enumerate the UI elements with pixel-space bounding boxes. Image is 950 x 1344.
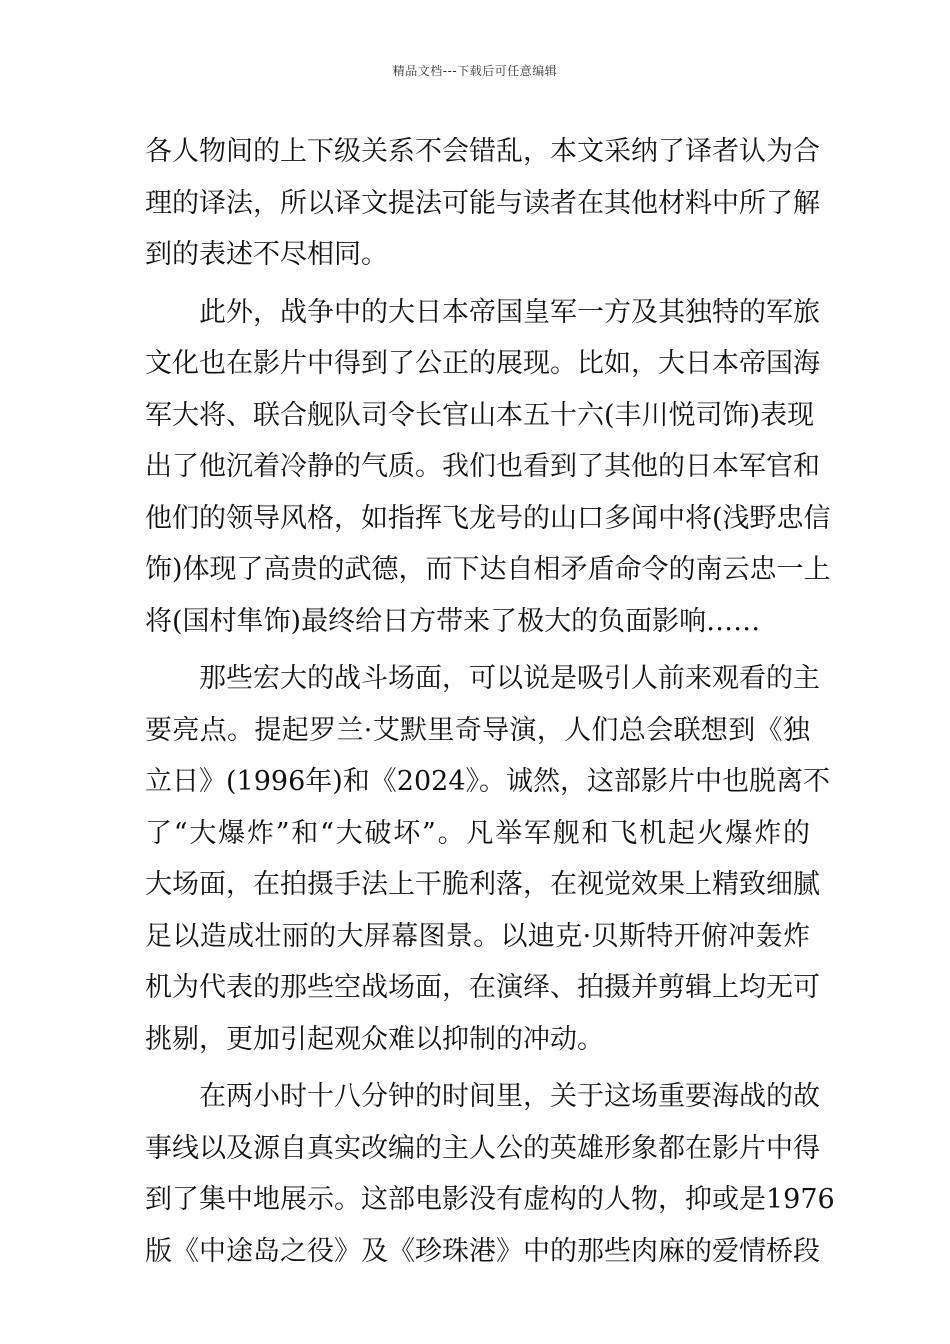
text-line: 了“大爆炸”和“大破坏”。凡举军舰和飞机起火爆炸的 <box>145 817 810 849</box>
text-line: 饰)体现了高贵的武德，而下达自相矛盾命令的南云忠一上 <box>145 554 831 585</box>
text-line: 出了他沉着冷静的气质。我们也看到了其他的日本军官和 <box>145 451 820 482</box>
paragraph <box>145 287 831 648</box>
text-line: 理的译法，所以译文提法可能与读者在其他材料中所了解 <box>145 187 820 219</box>
text-line: 军大将、联合舰队司令长官山本五十六(丰川悦司饰)表现 <box>145 399 815 431</box>
text-line: 足以造成壮丽的大屏幕图景。以迪克·贝斯特开俯冲轰炸 <box>145 920 810 952</box>
paragraph <box>145 126 820 281</box>
text-line: 到的表述不尽相同。 <box>145 239 388 270</box>
text-line: 版《中途岛之役》及《珍珠港》中的那些肉麻的爱情桥段 <box>145 1235 820 1267</box>
text-line: 各人物间的上下级关系不会错乱，本文采纳了译者认为合 <box>145 136 820 167</box>
text-line: 事线以及源自真实改编的主人公的英雄形象都在影片中得 <box>145 1132 820 1164</box>
text-line: 此外，战争中的大日本帝国皇军一方及其独特的军旅 <box>199 296 820 328</box>
paragraph <box>145 1071 835 1277</box>
text-line: 要亮点。提起罗兰·艾默里奇导演，人们总会联想到《独 <box>145 714 810 746</box>
text-line: 将(国村隼饰)最终给日方带来了极大的负面影响…… <box>145 605 761 637</box>
text-line: 文化也在影片中得到了公正的展现。比如，大日本帝国海 <box>145 348 820 379</box>
text-line: 他们的领导风格，如指挥飞龙号的山口多闻中将(浅野忠信 <box>145 502 831 534</box>
text-line: 在两小时十八分钟的时间里，关于这场重要海战的故 <box>199 1081 820 1112</box>
page-header: 精品文档---下载后可任意编辑 <box>392 64 558 78</box>
text-line: 大场面，在拍摄手法上干脆利落，在视觉效果上精致细腻 <box>145 869 820 900</box>
text-line: 立日》(1996年)和《2024》。诚然，这部影片中也脱离不 <box>145 766 830 797</box>
text-line: 那些宏大的战斗场面，可以说是吸引人前来观看的主 <box>199 663 820 694</box>
paragraph <box>145 653 830 1065</box>
text-line: 到了集中地展示。这部电影没有虚构的人物，抑或是1976 <box>145 1184 835 1215</box>
text-line: 挑剔，更加引起观众难以抑制的冲动。 <box>145 1023 604 1055</box>
text-line: 机为代表的那些空战场面，在演绎、拍摄并剪辑上均无可 <box>145 972 820 1003</box>
document-body <box>145 126 835 1277</box>
